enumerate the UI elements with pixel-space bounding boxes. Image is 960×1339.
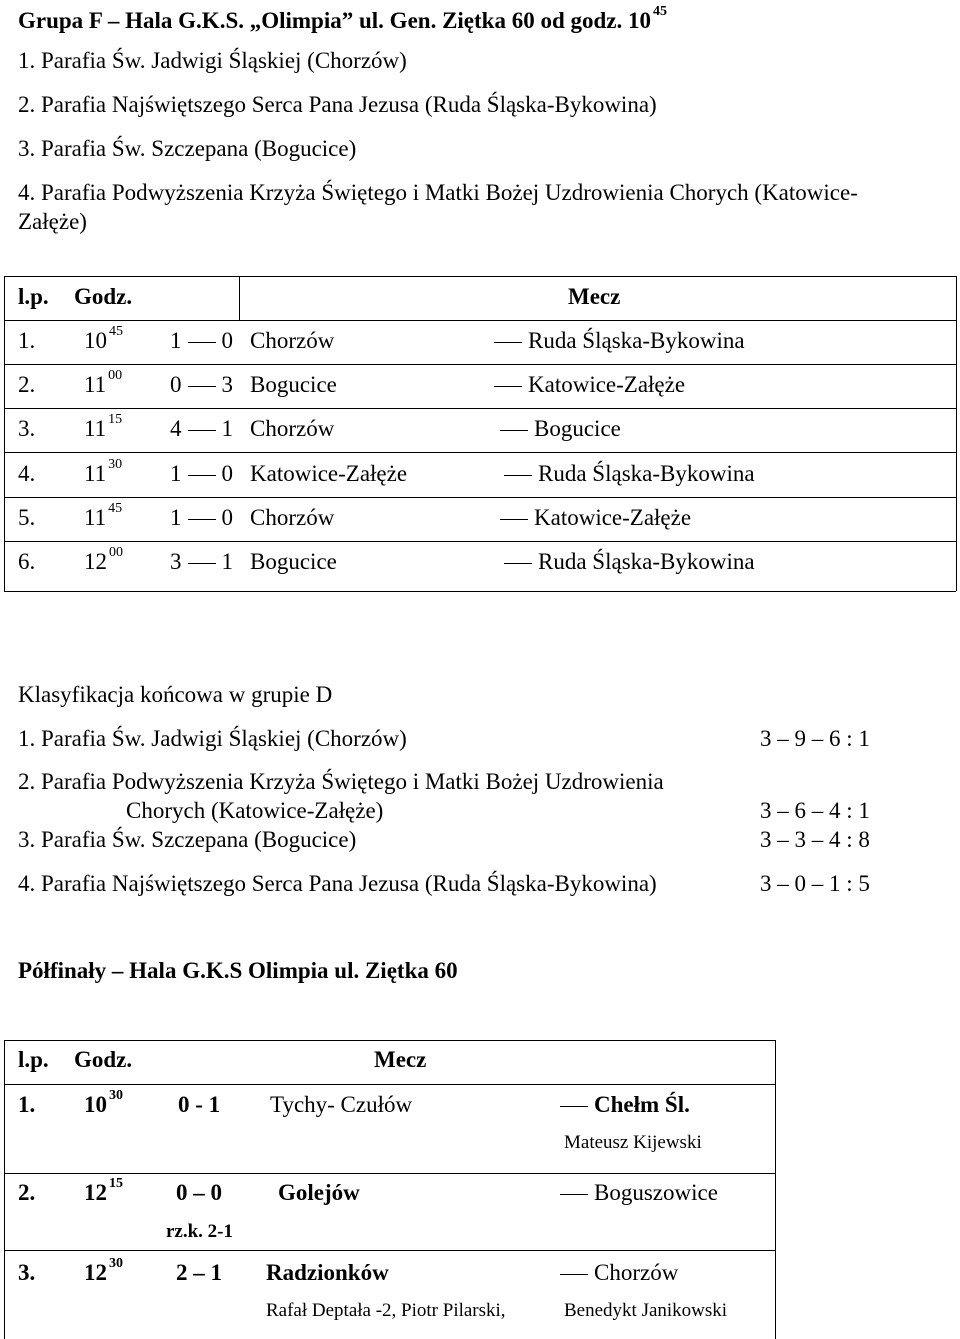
row-time: 10 $^{45}$ <box>84 324 123 353</box>
row-score: 1 0 <box>170 461 233 486</box>
classification-row: 2. Parafia Podwyższenia Krzyża Świętego i Matki Bożej Uzdrowienia <box>18 769 664 794</box>
row-time: 12 $^{15}$ <box>84 1176 123 1205</box>
classification-title: Klasyfikacja końcowa w grupie D <box>18 682 333 707</box>
row-score: 4 1 <box>170 416 233 441</box>
row-score: 1 0 <box>170 328 233 353</box>
row-lp: 5. <box>18 505 36 530</box>
row-score: 3 1 <box>170 549 233 574</box>
row-away: Chełm Śl. <box>560 1092 690 1118</box>
row-lp: 3. <box>18 416 36 441</box>
row-away: Ruda Śląska-Bykowina <box>498 461 755 487</box>
classification-row: 1. Parafia Św. Jadwigi Śląskiej (Chorzów) <box>18 726 407 751</box>
row-lp: 1. <box>18 1092 36 1117</box>
row-time: 11 $^{30}$ <box>84 457 123 486</box>
row-score: 0 - 1 <box>178 1092 221 1117</box>
scorer-note: Rafał Deptała -2, Piotr Pilarski, <box>266 1300 506 1321</box>
row-score: 0 3 <box>170 372 233 397</box>
row-time: 12 $^{00}$ <box>84 545 123 574</box>
col-header-lp: l.p. <box>18 284 49 309</box>
classification-row: 3. Parafia Św. Szczepana (Bogucice) <box>18 827 357 852</box>
row-home: Katowice-Załęże <box>250 461 408 486</box>
row-away: Bogucice <box>494 416 621 442</box>
group-heading: Grupa F – Hala G.K.S. „Olimpia” ul. Gen. Ziętka 60 od godz. 10 $^{45}$ <box>18 4 667 33</box>
col-header-time: Godz. <box>74 284 133 309</box>
row-time: 11 $^{45}$ <box>84 501 123 530</box>
row-lp: 4. <box>18 461 36 486</box>
row-lp: 3. <box>18 1260 36 1285</box>
row-away: Ruda Śląska-Bykowina <box>498 549 755 575</box>
team-item: 4. Parafia Podwyższenia Krzyża Świętego i Matki Bożej Uzdrowienia Chorych (Katowice- <box>18 180 858 205</box>
col-header-lp: l.p. <box>18 1047 49 1072</box>
team-item: 2. Parafia Najświętszego Serca Pana Jezusa (Ruda Śląska-Bykowina) <box>18 92 657 117</box>
team-item: 3. Parafia Św. Szczepana (Bogucice) <box>18 136 357 161</box>
classification-stats: 3 – 9 – 6 : 1 <box>760 726 870 751</box>
row-time: 11 $^{15}$ <box>84 412 123 441</box>
row-lp: 1. <box>18 328 36 353</box>
row-time: 11 $^{00}$ <box>84 368 123 397</box>
row-home: Radzionków <box>266 1260 389 1285</box>
team-item-continued: Załęże) <box>18 209 87 234</box>
row-lp: 2. <box>18 372 36 397</box>
classification-row-continued: Chorych (Katowice-Załęże) <box>126 798 384 823</box>
row-away: Ruda Śląska-Bykowina <box>488 328 745 354</box>
row-home: Tychy- Czułów <box>270 1092 413 1117</box>
row-home: Golejów <box>278 1180 360 1205</box>
row-home: Bogucice <box>250 549 337 574</box>
row-lp: 6. <box>18 549 36 574</box>
classification-stats: 3 – 6 – 4 : 1 <box>760 798 870 823</box>
row-home: Bogucice <box>250 372 337 397</box>
row-away: Chorzów <box>560 1260 678 1286</box>
row-score: 1 0 <box>170 505 233 530</box>
row-home: Chorzów <box>250 328 335 353</box>
row-time: 10 $^{30}$ <box>84 1088 123 1117</box>
penalty-note: rz.k. 2-1 <box>166 1221 234 1242</box>
row-away: Katowice-Załęże <box>494 505 691 531</box>
col-header-match: Mecz <box>568 284 621 309</box>
row-lp: 2. <box>18 1180 36 1205</box>
classification-stats: 3 – 3 – 4 : 8 <box>760 827 870 852</box>
row-away: Boguszowice <box>560 1180 718 1206</box>
row-time: 12 $^{30}$ <box>84 1256 123 1285</box>
row-home: Chorzów <box>250 505 335 530</box>
row-home: Chorzów <box>250 416 335 441</box>
classification-stats: 3 – 0 – 1 : 5 <box>760 871 870 896</box>
scorer-note: Mateusz Kijewski <box>564 1132 702 1153</box>
row-score: 2 – 1 <box>176 1260 222 1285</box>
team-item: 1. Parafia Św. Jadwigi Śląskiej (Chorzów) <box>18 48 407 73</box>
scorer-note: Benedykt Janikowski <box>564 1300 728 1321</box>
classification-row: 4. Parafia Najświętszego Serca Pana Jezusa (Ruda Śląska-Bykowina) <box>18 871 657 896</box>
col-header-time: Godz. <box>74 1047 133 1072</box>
semifinals-title: Półfinały – Hala G.K.S Olimpia ul. Ziętka 60 <box>18 958 458 983</box>
row-score: 0 – 0 <box>176 1180 222 1205</box>
col-header-match: Mecz <box>374 1047 427 1072</box>
row-away: Katowice-Załęże <box>488 372 685 398</box>
